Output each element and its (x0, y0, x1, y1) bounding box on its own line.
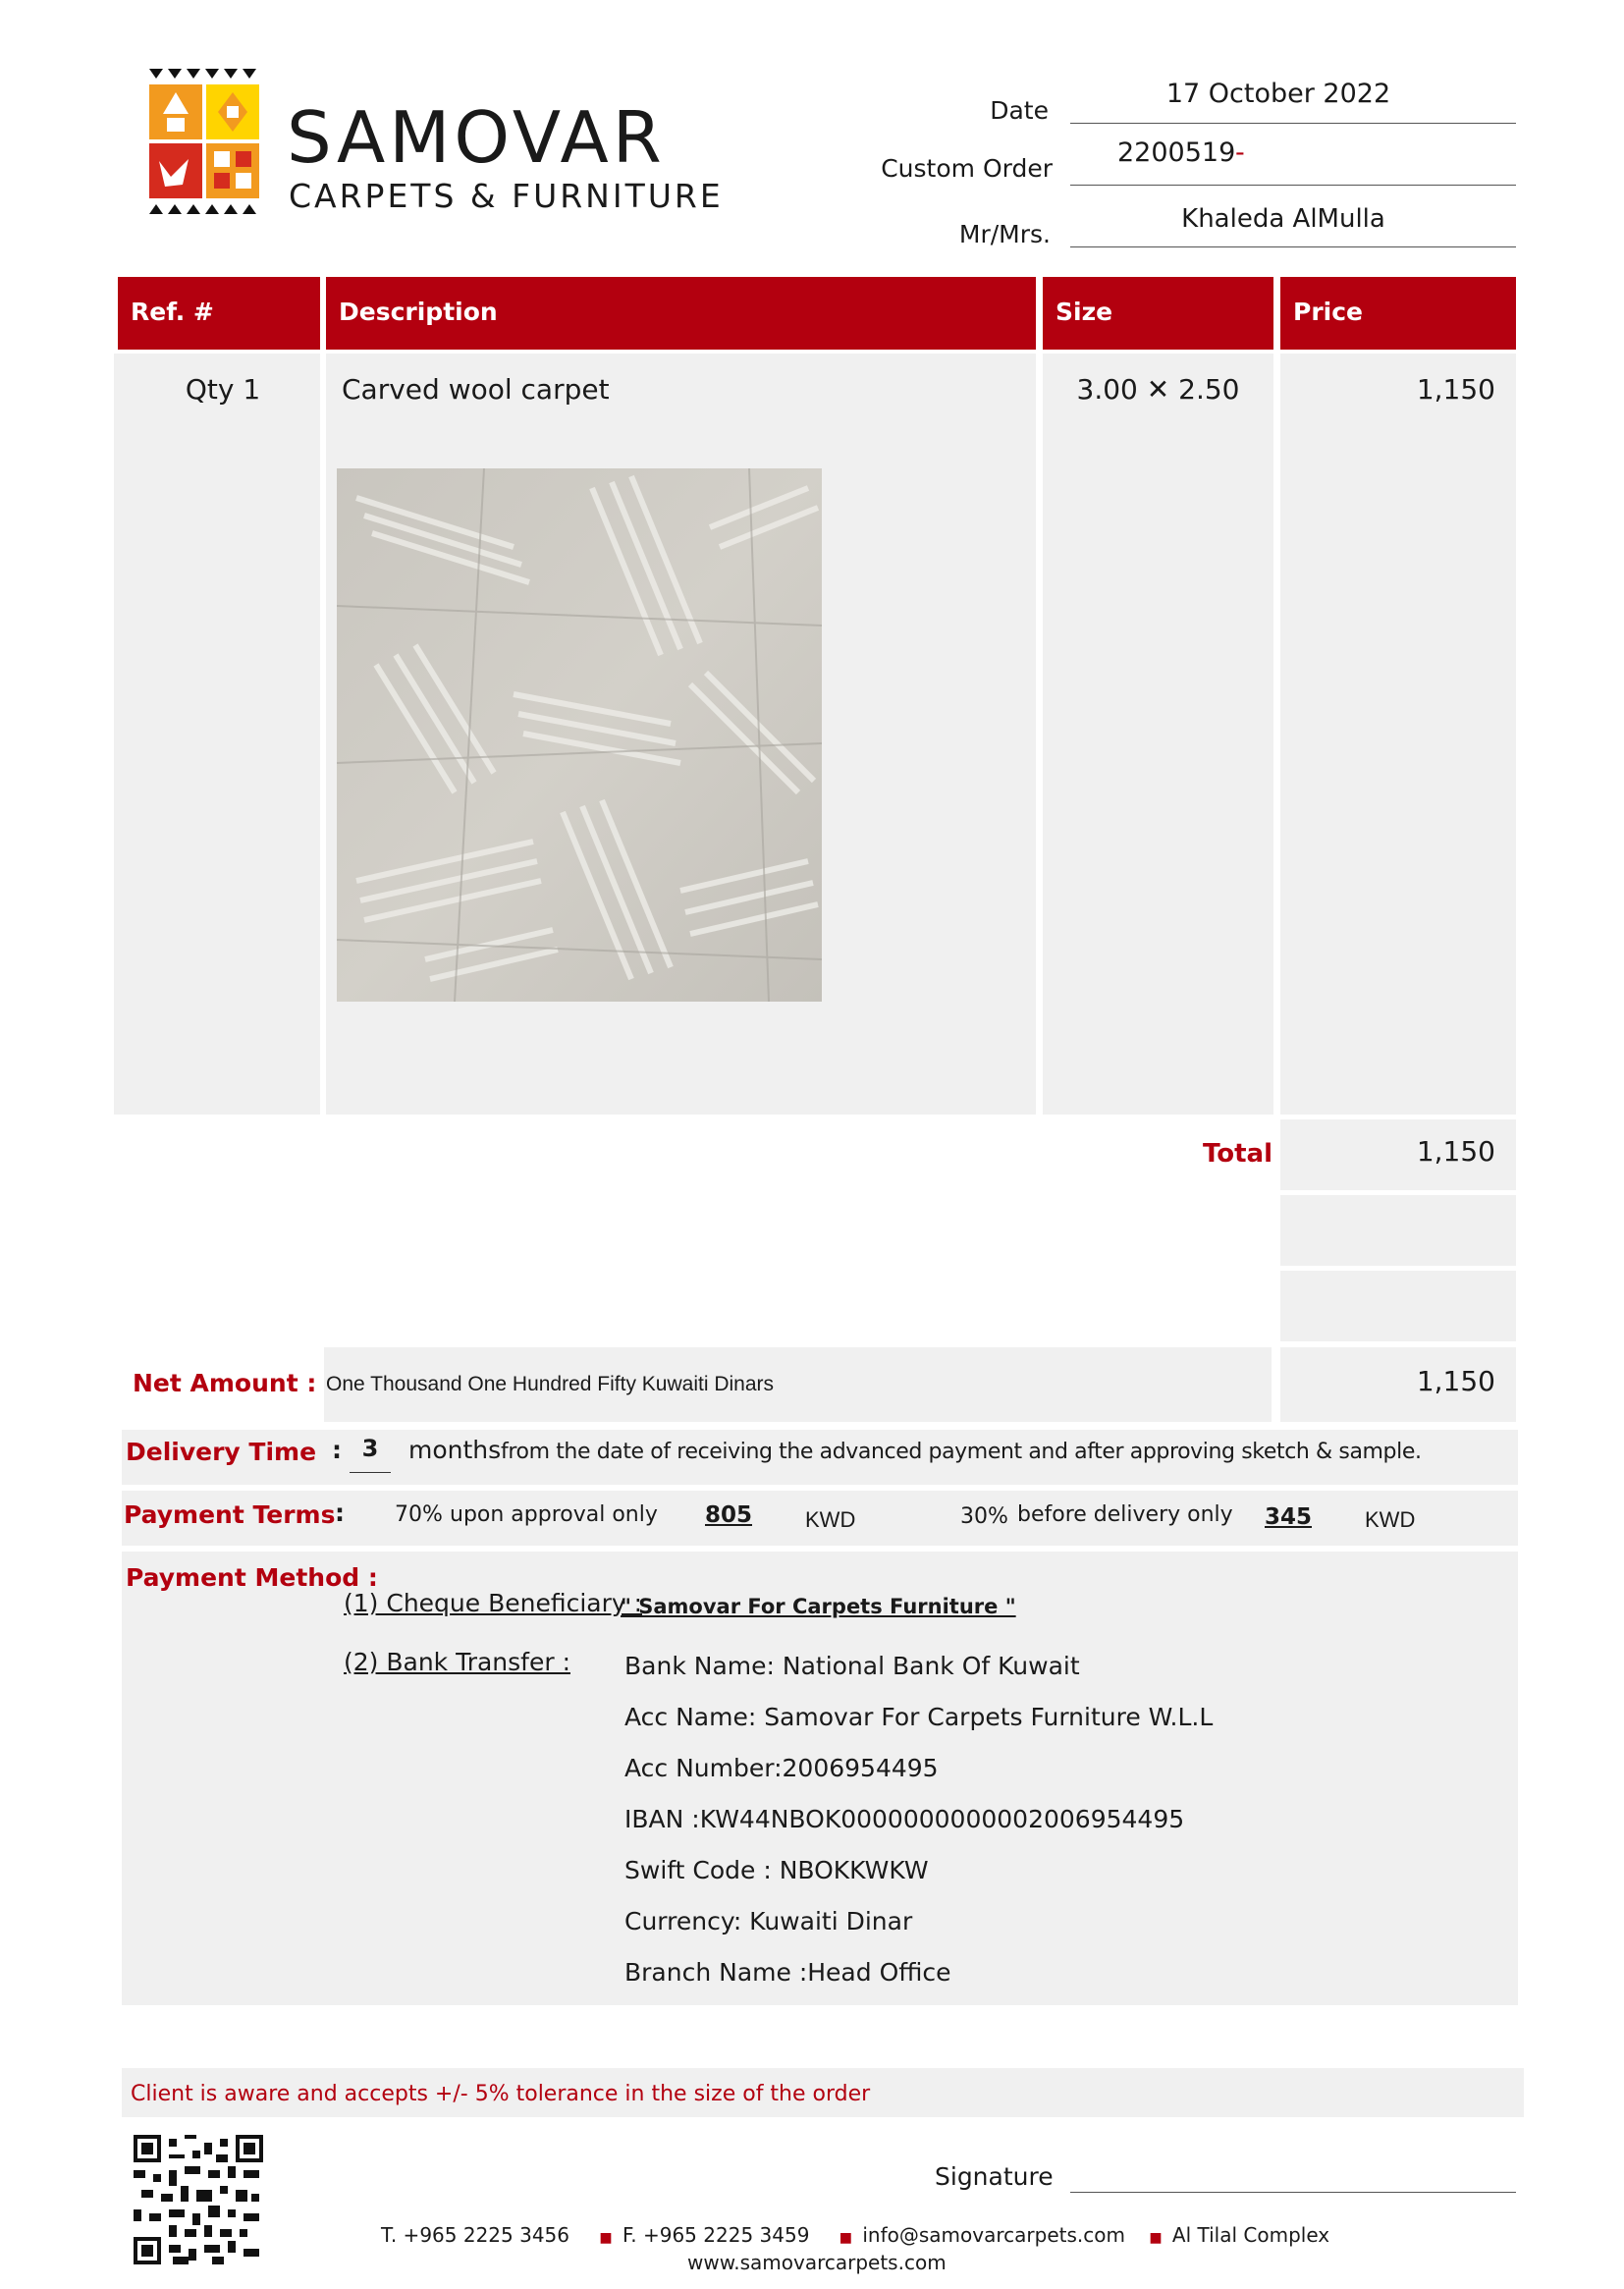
col-header-ref: Ref. # (118, 277, 320, 350)
row-price: 1,150 (1416, 373, 1495, 406)
custom-order-value: 2200519 (1117, 137, 1236, 168)
total-value: 1,150 (1416, 1135, 1495, 1168)
footer-email[interactable]: info@samovarcarpets.com (862, 2223, 1125, 2247)
p2-currency: KWD (1365, 1507, 1416, 1532)
payment-terms-colon: : (335, 1499, 345, 1527)
cell-ref (114, 354, 320, 1115)
client-field (1070, 204, 1516, 247)
date-label: Date (990, 96, 1049, 125)
brand-subtitle: CARPETS & FURNITURE (289, 177, 724, 215)
bullet-icon: ■ (599, 2230, 613, 2246)
currency: Currency: Kuwaiti Dinar (624, 1907, 913, 1935)
row-description: Carved wool carpet (342, 373, 610, 406)
brand-name: SAMOVAR (287, 96, 666, 179)
payment-terms-label: Payment Terms (124, 1500, 336, 1529)
payment-method-label: Payment Method : (126, 1563, 378, 1592)
p2-percent: 30% (960, 1504, 1008, 1529)
p1-text: upon approval only (450, 1502, 658, 1527)
empty-cell-1 (1280, 1195, 1516, 1266)
col-header-size: Size (1043, 277, 1273, 350)
footer-fax: F. +965 2225 3459 (622, 2223, 810, 2247)
p1-currency: KWD (805, 1507, 856, 1532)
branch-name: Branch Name :Head Office (624, 1958, 951, 1987)
net-words-cell (324, 1347, 1272, 1422)
net-amount-label: Net Amount : (133, 1369, 317, 1397)
net-amount-words: One Thousand One Hundred Fifty Kuwaiti Dinars (326, 1373, 775, 1395)
company-logo-icon (149, 69, 259, 216)
footer-website[interactable]: www.samovarcarpets.com (687, 2251, 947, 2274)
delivery-text: from the date of receiving the advanced payment and after approving sketch & sample. (501, 1440, 1422, 1464)
col-header-description: Description (326, 277, 1036, 350)
cheque-beneficiary: " Samovar For Carpets Furniture " (621, 1595, 1016, 1618)
client-label: Mr/Mrs. (958, 220, 1051, 248)
footer-location: Al Tilal Complex (1171, 2223, 1330, 2247)
total-label: Total (1202, 1139, 1272, 1169)
row-size (1043, 373, 1273, 406)
swift-code: Swift Code : NBOKKWKW (624, 1856, 929, 1884)
empty-cell-2 (1280, 1271, 1516, 1341)
bank-name: Bank Name: National Bank Of Kuwait (624, 1652, 1080, 1680)
net-value-cell (1280, 1347, 1516, 1422)
times-icon: ✕ (1146, 373, 1170, 406)
delivery-label: Delivery Time (126, 1438, 317, 1466)
tolerance-note: Client is aware and accepts +/- 5% tolerance in the size of the order (131, 2082, 871, 2106)
carpet-image (337, 468, 822, 1002)
date-value: 17 October 2022 (1165, 79, 1391, 109)
qr-code-icon (134, 2135, 263, 2264)
footer-contacts (381, 2223, 1329, 2247)
p1-amount: 805 (705, 1502, 753, 1528)
client-value: Khaleda AlMulla (1181, 204, 1385, 234)
custom-order-label: Custom Order (881, 154, 1053, 183)
bullet-icon: ■ (1149, 2230, 1163, 2246)
delivery-unit: months (408, 1436, 502, 1464)
p1-percent: 70% (395, 1502, 443, 1527)
net-amount-value: 1,150 (1416, 1365, 1495, 1397)
signature-line (1070, 2156, 1516, 2193)
bullet-icon: ■ (839, 2230, 853, 2246)
cell-size (1043, 354, 1273, 1115)
date-field (1070, 79, 1516, 124)
bank-transfer-label: (2) Bank Transfer : (344, 1648, 570, 1676)
custom-order-suffix: - (1235, 137, 1245, 168)
p2-amount: 345 (1265, 1504, 1313, 1530)
col-header-price: Price (1280, 277, 1516, 350)
custom-order-field (1070, 137, 1516, 186)
size-height: 2.50 (1178, 373, 1240, 406)
row-qty: Qty 1 (185, 373, 261, 406)
cell-price (1280, 354, 1516, 1115)
acc-name: Acc Name: Samovar For Carpets Furniture W.L.L (624, 1703, 1214, 1731)
cheque-label: (1) Cheque Beneficiary : (344, 1589, 643, 1617)
total-cell (1280, 1119, 1516, 1190)
p2-text: before delivery only (1017, 1502, 1233, 1527)
cell-description (326, 354, 1036, 1115)
acc-number: Acc Number:2006954495 (624, 1754, 939, 1782)
size-width: 3.00 (1076, 373, 1138, 406)
signature-label: Signature (935, 2162, 1054, 2191)
iban: IBAN :KW44NBOK0000000000002006954495 (624, 1805, 1185, 1833)
delivery-months-field: 3 (350, 1435, 391, 1473)
delivery-colon: : (332, 1436, 342, 1464)
footer-phone: T. +965 2225 3456 (381, 2223, 570, 2247)
